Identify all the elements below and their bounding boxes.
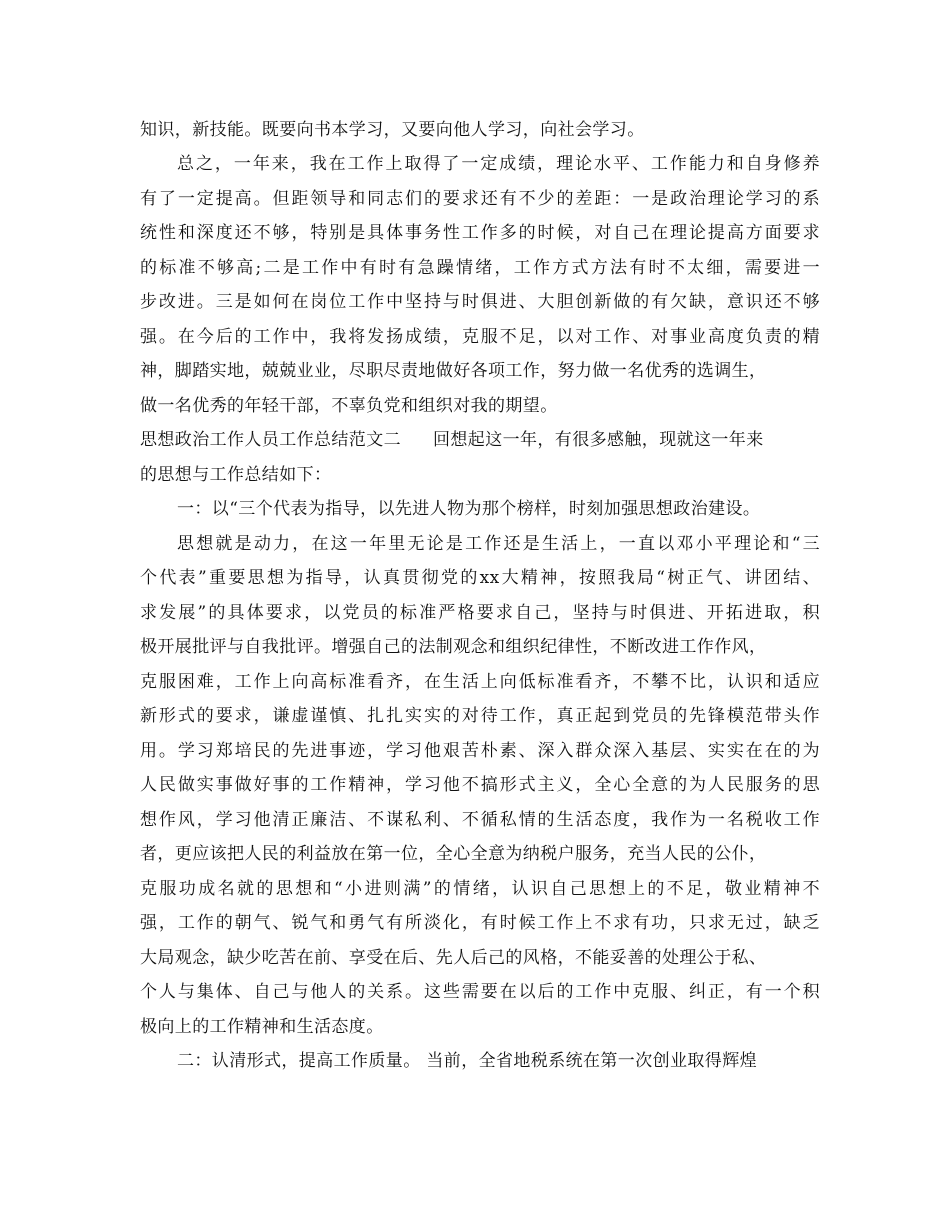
text-line: 步改进。三是如何在岗位工作中坚持与时俱进、大胆创新做的有欠缺，意识还不够 [140,292,820,312]
paragraph-first-line: 思想就是动力，在这一年里无论是工作还是生活上，一直以邓小平理论和“三 [177,534,820,554]
text-line: 人民做实事做好事的工作精神，学习他不搞形式主义，全心全意的为人民服务的思 [140,775,820,795]
text-line: 个代表”重要思想为指导，认真贯彻党的xx大精神，按照我局“树正气、讲团结、 [140,568,820,588]
text-line: 想作风，学习他清正廉洁、不谋私利、不循私情的生活态度，我作为一名税收工作 [140,810,820,830]
text-line: 有了一定提高。但距领导和同志们的要求还有不少的差距：一是政治理论学习的系 [140,189,820,209]
text-line: 知识，新技能。既要向书本学习，又要向他人学习，向社会学习。 [140,120,645,140]
text-line: 的思想与工作总结如下： [140,465,332,485]
text-line: 克服功成名就的思想和“小进则满”的情绪，认识自己思想上的不足，敬业精神不 [140,879,820,899]
text-line: 的标准不够高;二是工作中有时有急躁情绪，工作方式方法有时不太细，需要进一 [140,258,820,278]
heading-continuation: 回想起这一年，有很多感触，现就这一年来 [433,430,764,450]
text-line: 强，工作的朝气、锐气和勇气有所淡化，有时候工作上不求有功，只求无过，缺乏 [140,913,820,933]
text-line: 新形式的要求，谦虚谨慎、扎扎实实的对待工作，真正起到党员的先锋模范带头作 [140,706,820,726]
heading-line [140,428,820,452]
text-line: 个人与集体、自己与他人的关系。这些需要在以后的工作中克服、纠正，有一个积 [140,982,820,1002]
paragraph-first-line: 二：认清形式，提高工作质量。 当前，全省地税系统在第一次创业取得辉煌 [177,1051,758,1071]
text-line: 强。在今后的工作中，我将发扬成绩，克服不足，以对工作、对事业高度负责的精 [140,327,820,347]
paragraph-first-line: 总之，一年来，我在工作上取得了一定成绩，理论水平、工作能力和自身修养 [177,154,820,174]
text-line: 神，脚踏实地，兢兢业业，尽职尽责地做好各项工作，努力做一名优秀的选调生， [140,361,767,381]
text-line: 用。学习郑培民的先进事迹，学习他艰苦朴素、深入群众深入基层、实实在在的为 [140,741,820,761]
text-line: 克服困难，工作上向高标准看齐，在生活上向低标准看齐，不攀不比，认识和适应 [140,672,820,692]
text-line: 极向上的工作精神和生活态度。 [140,1017,384,1037]
text-line: 求发展”的具体要求，以党员的标准严格要求自己，坚持与时俱进、开拓进取，积 [140,603,820,623]
text-line: 大局观念，缺少吃苦在前、享受在后、先人后己的风格，不能妥善的处理公于私、 [140,948,767,968]
paragraph-first-line: 一：以“三个代表为指导，以先进人物为那个榜样，时刻加强思想政治建设。 [177,499,761,519]
text-line: 统性和深度还不够，特别是具体事务性工作多的时候，对自己在理论提高方面要求 [140,223,820,243]
section-heading: 思想政治工作人员工作总结范文二 [140,430,401,450]
text-line: 做一名优秀的年轻干部，不辜负党和组织对我的期望。 [140,396,558,416]
text-line: 极开展批评与自我批评。增强自己的法制观念和组织纪律性，不断改进工作作风， [140,637,767,657]
text-line: 者，更应该把人民的利益放在第一位，全心全意为纳税户服务，充当人民的公仆， [140,844,767,864]
